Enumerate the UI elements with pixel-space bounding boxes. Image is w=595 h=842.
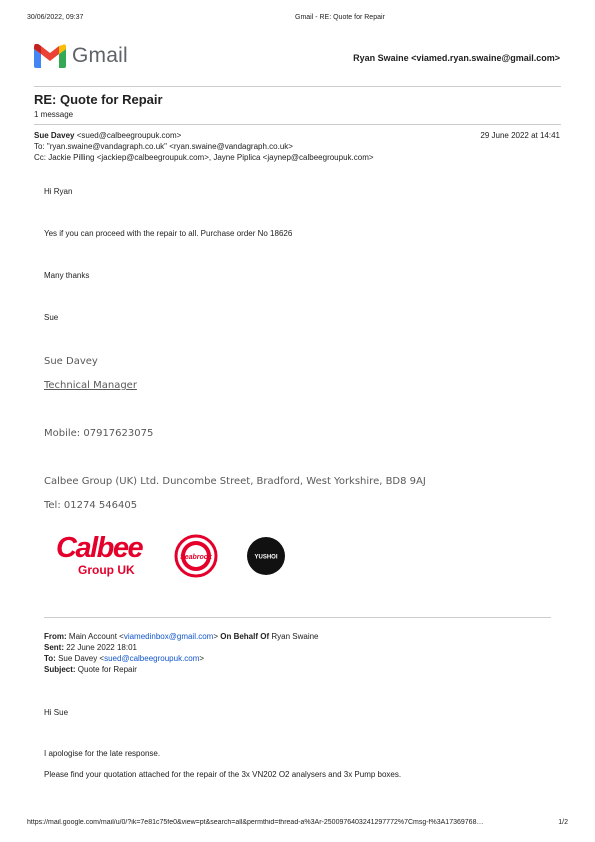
fwd-to-value: Sue Davey < bbox=[58, 654, 105, 663]
fwd-from bbox=[44, 632, 319, 641]
gmail-logo-icon bbox=[34, 44, 66, 68]
signature-name: Sue Davey bbox=[44, 356, 98, 367]
thread-divider bbox=[34, 124, 561, 125]
forward-divider bbox=[44, 617, 551, 618]
message-count: 1 message bbox=[34, 110, 74, 119]
fwd-from-email-link[interactable]: viamedinbox@gmail.com bbox=[123, 632, 214, 641]
seabrook-logo-icon bbox=[174, 534, 218, 578]
yushoi-logo-icon bbox=[246, 536, 286, 576]
fwd-sent-value: 22 June 2022 18:01 bbox=[66, 643, 137, 652]
fwd-subject-value: Quote for Repair bbox=[77, 665, 137, 674]
signature-mobile: Mobile: 07917623075 bbox=[44, 428, 154, 439]
fwd-to bbox=[44, 654, 204, 663]
fwd-to-close: > bbox=[199, 654, 205, 663]
fwd-subject-label: Subject: bbox=[44, 665, 76, 674]
body-thanks: Many thanks bbox=[44, 271, 90, 280]
thread-subject: RE: Quote for Repair bbox=[34, 92, 163, 107]
gmail-wordmark: Gmail bbox=[72, 44, 128, 67]
fwd-from-label: From: bbox=[44, 632, 67, 641]
print-datetime: 30/06/2022, 09:37 bbox=[27, 14, 84, 21]
signature-tel: Tel: 01274 546405 bbox=[44, 500, 138, 511]
seabrook-logo-text: Seabrook bbox=[180, 554, 212, 561]
calbee-logo-word: Calbee bbox=[56, 532, 143, 564]
fwd-line2: Please find your quotation attached for the repair of the 3x VN202 O2 analysers and 3x Pump boxes. bbox=[44, 770, 402, 779]
body-line1: Yes if you can proceed with the repair to all. Purchase order No 18626 bbox=[44, 229, 293, 238]
fwd-behalf-value: Ryan Swaine bbox=[271, 632, 319, 641]
fwd-line1: I apologise for the late response. bbox=[44, 749, 161, 758]
print-page: 1/2 bbox=[558, 819, 568, 826]
message-to: To: "ryan.swaine@vandagraph.co.uk" <ryan.swaine@vandagraph.co.uk> bbox=[34, 142, 293, 151]
body-signoff: Sue bbox=[44, 313, 59, 322]
print-url: https://mail.google.com/mail/u/0/?ik=7e81c75fe0&view=pt&search=all&permthid=thread-a%3Ar-2500976403241297772%7Cmsg-f%3A17369768… bbox=[27, 819, 484, 826]
header-divider bbox=[34, 86, 561, 87]
print-title: Gmail - RE: Quote for Repair bbox=[295, 14, 385, 21]
fwd-sent-label: Sent: bbox=[44, 643, 64, 652]
fwd-subject bbox=[44, 665, 137, 674]
from-name: Sue Davey bbox=[34, 131, 75, 140]
from-email: <sued@calbeegroupuk.com> bbox=[76, 131, 182, 140]
body-greeting: Hi Ryan bbox=[44, 187, 73, 196]
fwd-sent bbox=[44, 643, 137, 652]
calbee-logo bbox=[56, 532, 156, 580]
signature-role: Technical Manager bbox=[44, 380, 137, 391]
fwd-to-label: To: bbox=[44, 654, 56, 663]
yushoi-logo-text: YUSHOI bbox=[254, 554, 278, 561]
calbee-logo-sub: Group UK bbox=[78, 563, 135, 577]
signature-address: Calbee Group (UK) Ltd. Duncombe Street, Bradford, West Yorkshire, BD8 9AJ bbox=[44, 476, 426, 487]
fwd-to-email-link[interactable]: sued@calbeegroupuk.com bbox=[104, 654, 200, 663]
fwd-greeting: Hi Sue bbox=[44, 708, 69, 717]
fwd-from-close: > bbox=[213, 632, 218, 641]
message-date: 29 June 2022 at 14:41 bbox=[480, 131, 560, 140]
message-from bbox=[34, 131, 181, 140]
account-user: Ryan Swaine <viamed.ryan.swaine@gmail.com> bbox=[353, 53, 560, 63]
message-cc: Cc: Jackie Pilling <jackiep@calbeegroupuk.com>, Jayne Piplica <jaynep@calbeegroupuk.com> bbox=[34, 153, 374, 162]
fwd-behalf-label: On Behalf Of bbox=[220, 632, 270, 641]
fwd-from-value: Main Account < bbox=[68, 632, 124, 641]
